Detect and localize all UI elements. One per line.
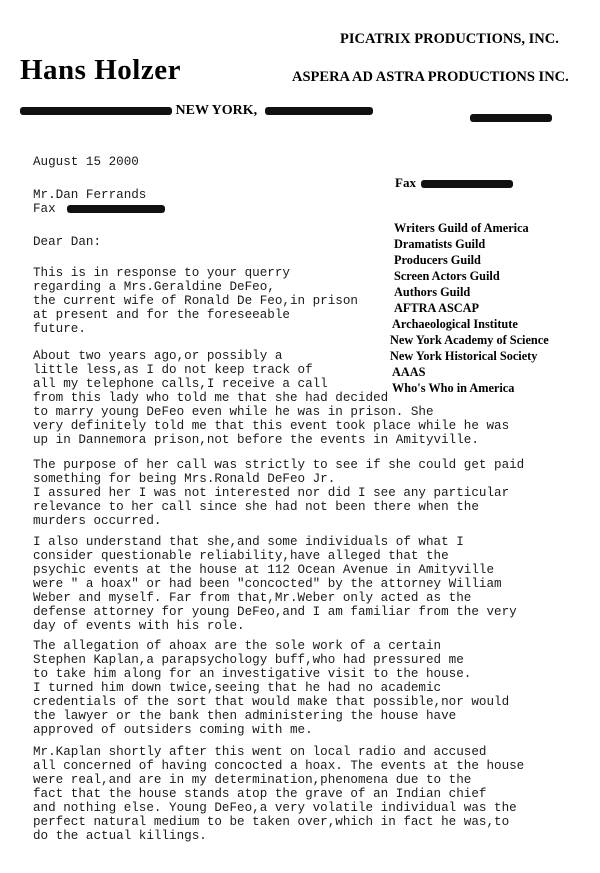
paragraph-line: little less,as I do not keep track of	[33, 363, 313, 377]
paragraph-line: This is in response to your querry	[33, 266, 290, 280]
affiliation-item: Writers Guild of America	[394, 221, 529, 235]
paragraph-line: very definitely told me that this event took place while he was	[33, 419, 510, 433]
affiliation-item: Authors Guild	[394, 285, 471, 299]
paragraph-line: Stephen Kaplan,a parapsychology buff,who had pressured me	[33, 653, 464, 667]
paragraph-line: credentials of the sort that would make that possible,nor would	[33, 695, 510, 709]
letter-date: August 15 2000	[33, 155, 139, 169]
letterhead-name: Hans Holzer	[20, 54, 181, 86]
letterhead-company-2: ASPERA AD ASTRA PRODUCTIONS INC.	[292, 69, 569, 85]
paragraph-line: Weber and myself. Far from that,Mr.Weber only acted as the	[33, 591, 472, 605]
letterhead-company-1: PICATRIX PRODUCTIONS, INC.	[340, 31, 559, 47]
affiliation-item: New York Historical Society	[390, 349, 538, 363]
paragraph-line: at present and for the foreseeable	[33, 308, 290, 322]
paragraph-line: perfect natural medium to be taken over,which in fact he was,to	[33, 815, 510, 829]
paragraph-line: fact that the house stands atop the grave of an Indian chief	[33, 787, 487, 801]
paragraph-line: to marry young DeFeo even while he was in prison. She	[33, 405, 434, 419]
paragraph-line: and nothing else. Young DeFeo,a very volatile individual was the	[33, 801, 517, 815]
body-paragraph-3	[33, 458, 524, 528]
sender-fax	[395, 175, 513, 191]
paragraph-line: all concerned of having concocted a hoax. The events at the house	[33, 759, 525, 773]
paragraph-line: were " a hoax" or had been "concocted" by the attorney William	[33, 577, 502, 591]
paragraph-line: The allegation of ahoax are the sole work of a certain	[33, 639, 442, 653]
paragraph-line: regarding a Mrs.Geraldine DeFeo,	[33, 280, 275, 294]
redacted-zip	[265, 107, 373, 115]
paragraph-line: from this lady who told me that she had decided	[33, 391, 389, 405]
paragraph-line: The purpose of her call was strictly to see if she could get paid	[33, 458, 525, 472]
body-paragraph-4	[33, 535, 517, 633]
body-paragraph-1	[33, 266, 358, 336]
paragraph-line: something for being Mrs.Ronald DeFeo Jr.	[33, 472, 336, 486]
redacted-recipient-fax	[67, 205, 165, 213]
affiliation-item: AFTRA ASCAP	[394, 301, 480, 315]
paragraph-line: all my telephone calls,I receive a call	[33, 377, 328, 391]
affiliation-item: New York Academy of Science	[390, 333, 549, 347]
salutation: Dear Dan:	[33, 235, 102, 249]
body-paragraph-5	[33, 639, 509, 737]
recipient-fax	[33, 202, 165, 216]
paragraph-line: I turned him down twice,seeing that he had no academic	[33, 681, 442, 695]
paragraph-line: future.	[33, 322, 86, 336]
sender-fax-label: Fax	[395, 175, 416, 190]
paragraph-line: murders occurred.	[33, 514, 162, 528]
affiliation-item: Dramatists Guild	[394, 237, 486, 251]
paragraph-line: do the actual killings.	[33, 829, 207, 843]
paragraph-line: defense attorney for young DeFeo,and I am familiar from the very	[33, 605, 517, 619]
paragraph-line: approved of outsiders coming with me.	[33, 723, 313, 737]
paragraph-line: were real,and are in my determination,phenomena due to the	[33, 773, 472, 787]
paragraph-line: to take him along for an investigative visit to the house.	[33, 667, 472, 681]
paragraph-line: relevance to her call since she had not been there when the	[33, 500, 479, 514]
affiliation-item: Producers Guild	[394, 253, 481, 267]
paragraph-line: I also understand that she,and some individuals of what I	[33, 535, 464, 549]
affiliation-item: Who's Who in America	[392, 381, 515, 395]
recipient-name: Mr.Dan Ferrands	[33, 188, 147, 202]
paragraph-line: up in Dannemora prison,not before the events in Amityville.	[33, 433, 479, 447]
redacted-phone	[470, 107, 552, 126]
paragraph-line: I assured her I was not interested nor did I see any particular	[33, 486, 510, 500]
paragraph-line: psychic events at the house at 112 Ocean Avenue in Amityville	[33, 563, 495, 577]
affiliation-item: Screen Actors Guild	[394, 269, 500, 283]
affiliation-item: Archaeological Institute	[392, 317, 518, 331]
redacted-street	[20, 107, 172, 115]
letterhead-address-line	[20, 103, 373, 119]
paragraph-line: Mr.Kaplan shortly after this went on local radio and accused	[33, 745, 487, 759]
paragraph-line: day of events with his role.	[33, 619, 245, 633]
paragraph-line: the current wife of Ronald De Feo,in prison	[33, 294, 358, 308]
body-paragraph-2	[33, 349, 509, 447]
affiliation-item: AAAS	[392, 365, 426, 379]
letterhead-city: NEW YORK,	[175, 103, 258, 118]
paragraph-line: the lawyer or the bank then administering the house have	[33, 709, 457, 723]
paragraph-line: About two years ago,or possibly a	[33, 349, 283, 363]
paragraph-line: consider questionable reliability,have alleged that the	[33, 549, 449, 563]
redacted-sender-fax	[421, 180, 513, 188]
recipient-fax-label: Fax	[33, 202, 56, 216]
body-paragraph-6	[33, 745, 524, 843]
